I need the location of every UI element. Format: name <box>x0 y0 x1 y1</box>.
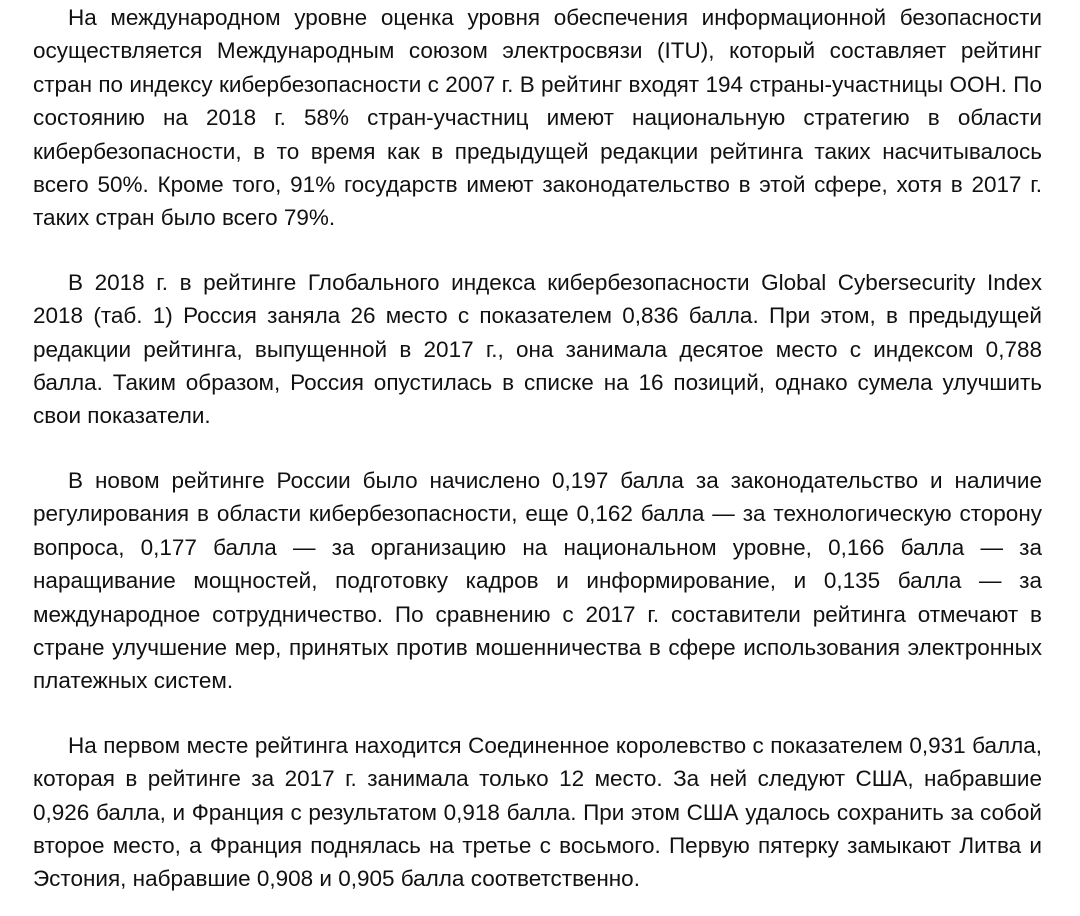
paragraph-russia-ranking: В 2018 г. в рейтинге Глобального индекса кибербезопасности Global Cybersecurity Index 2018 (таб. 1) Россия заняла 26 место с показателем 0,836 балла. При этом, в предыдущей редакции рейтинга, выпущенной в 2017 г., она занимала десятое место с индексом 0,788 балла. Таким образом, Россия опустилась в списке на 16 позиций, однако сумела улучшить свои показатели. <box>33 269 1042 429</box>
paragraph-russia-scores: В новом рейтинге России было начислено 0,197 балла за законодательство и наличие регулирования в области кибербезопасности, еще 0,162 балла — за технологическую сторону вопроса, 0,177 балла — за организацию на национальном уровне, 0,166 балла — за наращивание мощностей, подготовку кадров и информирование, и 0,135 балла — за международное сотрудничество. По сравнению с 2017 г. составители рейтинга отмечают в стране улучшение мер, принятых против мошенничества в сфере использования электронных платежных систем. <box>33 467 1042 694</box>
paragraph-itu-overview: На международном уровне оценка уровня обеспечения информационной безопасности осуществляется Международным союзом электросвязи (ITU), который составляет рейтинг стран по индексу кибербезопасности с 2007 г. В рейтинг входят 194 страны-участницы ООН. По состоянию на 2018 г. 58% стран-участниц имеют национальную стратегию в области кибербезопасности, в то время как в предыдущей редакции рейтинга таких насчитывалось всего 50%. Кроме того, 91% государств имеют законодательство в этой сфере, хотя в 2017 г. таких стран было всего 79%. <box>33 5 1042 231</box>
paragraph-top-countries: На первом месте рейтинга находится Соединенное королевство с показателем 0,931 балла, которая в рейтинге за 2017 г. занимала только 12 место. За ней следуют США, набравшие 0,926 балла, и Франция с результатом 0,918 балла. При этом США удалось сохранить за собой второе место, а Франция поднялась на третье с восьмого. Первую пятерку замыкают Литва и Эстония, набравшие 0,908 и 0,905 балла соответственно. <box>33 732 1042 892</box>
